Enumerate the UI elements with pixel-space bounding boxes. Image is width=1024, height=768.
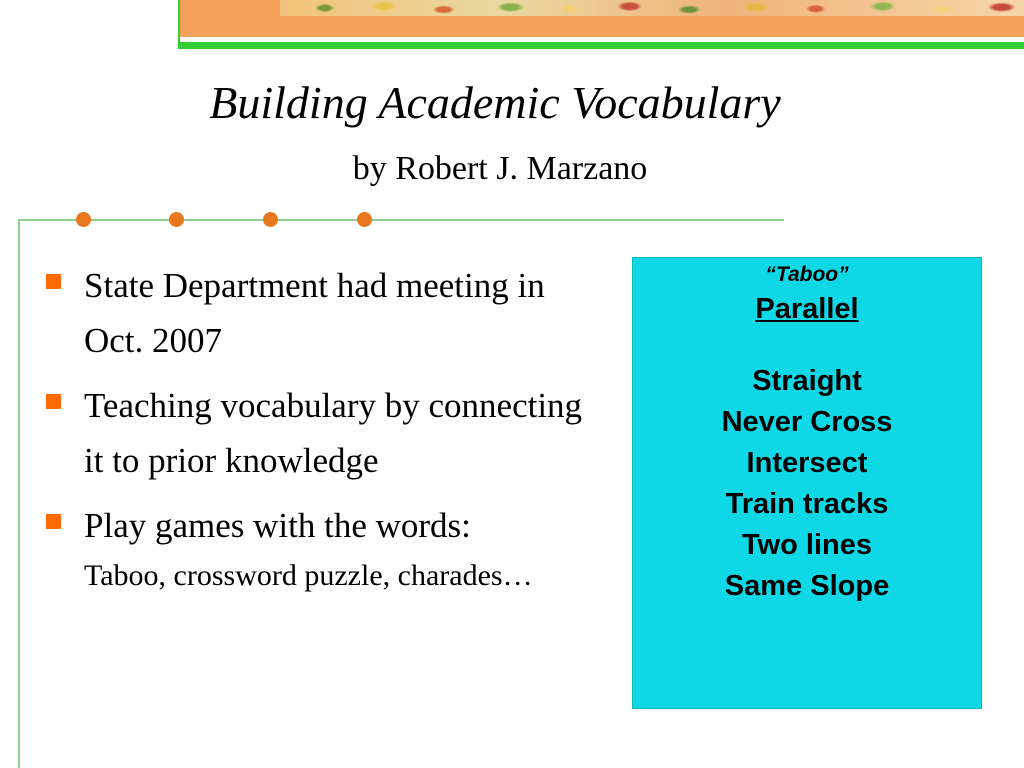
bullet-text: Teaching vocabulary by connecting it to prior knowledge xyxy=(84,386,583,480)
bullet-text: Play games with the words: xyxy=(84,506,471,545)
taboo-card xyxy=(632,257,982,709)
banner-green-line xyxy=(180,42,1024,49)
divider-dot xyxy=(357,212,372,227)
slide-title: Building Academic Vocabulary xyxy=(209,77,781,128)
square-bullet-icon xyxy=(46,274,61,289)
bullet-item xyxy=(46,498,606,599)
taboo-forbidden-list xyxy=(633,361,981,607)
banner-edge-line xyxy=(178,0,180,49)
square-bullet-icon xyxy=(46,514,61,529)
slide-subtitle: by Robert J. Marzano xyxy=(352,150,648,187)
divider-dot xyxy=(76,212,91,227)
divider-dot xyxy=(169,212,184,227)
square-bullet-icon xyxy=(46,394,61,409)
bullet-subtext: Taboo, crossword puzzle, charades… xyxy=(84,559,533,592)
taboo-card-label: “Taboo” xyxy=(765,263,849,286)
taboo-forbidden-word: Train tracks xyxy=(725,488,889,520)
taboo-forbidden-word: Same Slope xyxy=(724,570,890,602)
left-border-line xyxy=(18,219,20,768)
taboo-forbidden-word: Straight xyxy=(752,365,862,397)
divider-dot xyxy=(263,212,278,227)
bullet-item xyxy=(46,258,606,368)
bullet-item xyxy=(46,378,606,488)
bullet-list xyxy=(46,258,606,599)
bullet-text: State Department had meeting in Oct. 2007 xyxy=(84,266,545,360)
taboo-card-word: Parallel xyxy=(755,293,859,325)
banner-photo-strip xyxy=(280,0,1024,16)
divider-line xyxy=(18,219,784,221)
taboo-forbidden-word: Intersect xyxy=(746,447,868,479)
taboo-forbidden-word: Never Cross xyxy=(721,406,893,438)
taboo-forbidden-word: Two lines xyxy=(742,529,872,561)
